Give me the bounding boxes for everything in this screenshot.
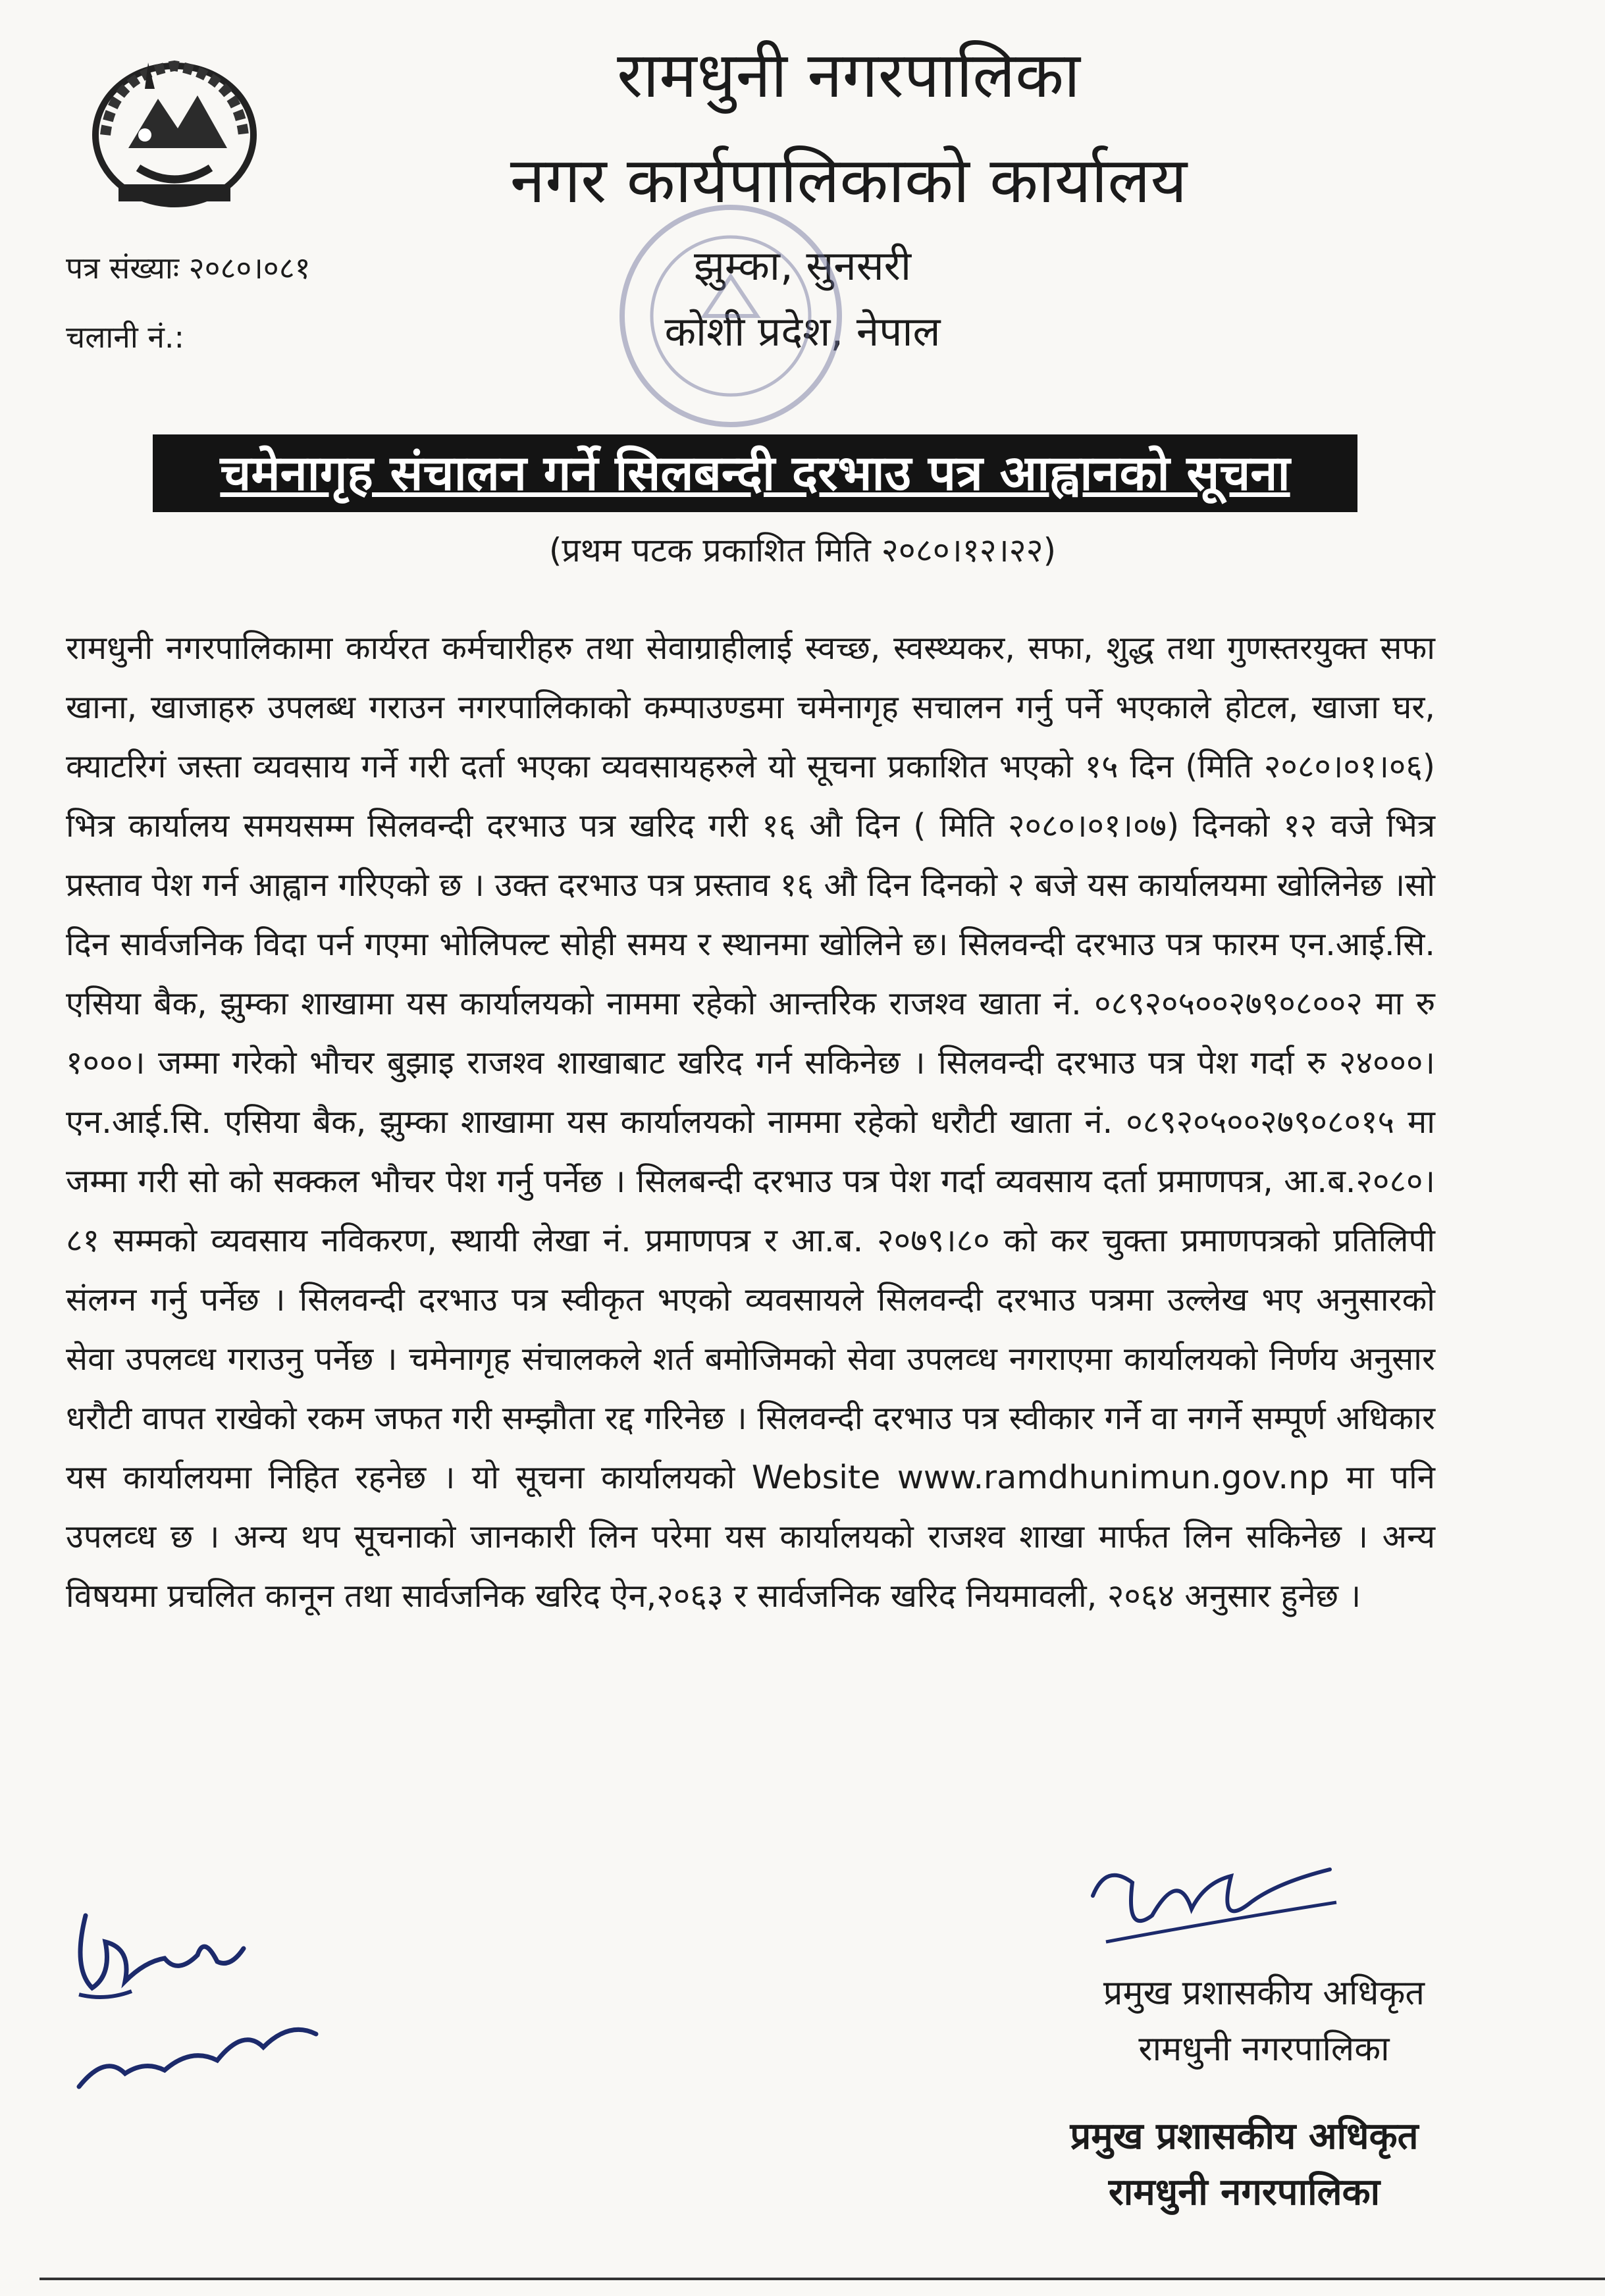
signatory-office: रामधुनी नगरपालिका [1138,2029,1390,2069]
address-line-1: झुम्का, सुनसरी [693,242,912,290]
seal-office: रामधुनी नगरपालिका [1108,2170,1381,2214]
office-title: नगर कार्यपालिकाको कार्यालय [510,144,1188,217]
notice-heading: चमेनागृह संचालन गर्ने सिलबन्दी दरभाउ पत्र आह्वानको सूचना [153,434,1357,512]
address-line-2: कोशी प्रदेश, नेपाल [664,307,941,355]
office-stamp-icon [612,197,849,434]
letter-number: पत्र संख्याः २०८०।०८१ [66,250,311,286]
handwritten-signature-left [66,1896,342,2106]
notice-body: रामधुनी नगरपालिकामा कार्यरत कर्मचारीहरु तथा सेवाग्राहीलाई स्वच्छ, स्वस्थ्यकर, सफा, शुद्ध तथा गुणस्तरयुक्त सफा खाना, खाजाहरु उपलब्ध गराउन नगरपालिकाको कम्पाउण्डमा चमेनागृह सचालन गर्नु पर्ने भएकाले होटल, खाजा घर, क्याटरिगं जस्ता व्यवसाय गर्ने गरी दर्ता भएका व्यवसायहरुले यो सूचना प्रकाशित भएको १५ दिन (मिति २०८०।०१।०६) भित्र कार्यालय समयसम्म सिलवन्दी दरभाउ पत्र खरिद गरी १६ औ दिन ( मिति २०८०।०१।०७) दिनको १२ वजे भित्र प्रस्ताव पेश गर्न आह्वान गरिएको छ । उक्त दरभाउ पत्र प्रस्ताव १६ औ दिन दिनको २ बजे यस कार्यालयमा खोलिनेछ ।सो दिन सार्वजनिक विदा पर्न गएमा भोलिपल्ट सोही समय र स्थानमा खोलिने छ। सिलवन्दी दरभाउ पत्र फारम एन.आई.सि. एसिया बैक, झुम्का शाखामा यस कार्यालयको नाममा रहेको आन्तरिक राजश्व खाता नं. ०८९२०५००२७९०८००२ मा रु १०००। जम्मा गरेको भौचर बुझाइ राजश्व शाखाबाट खरिद गर्न सकिनेछ । सिलवन्दी दरभाउ पत्र पेश गर्दा रु २४०००। एन.आई.सि. एसिया बैक, झुम्का शाखामा यस कार्यालयको नाममा रहेको धरौटी खाता नं. ०८९२०५००२७९०८०१५ मा जम्मा गरी सो को सक्कल भौचर पेश गर्नु पर्नेछ । सिलबन्दी दरभाउ पत्र पेश गर्दा व्यवसाय दर्ता प्रमाणपत्र, आ.ब.२०८०।८१ सम्मको व्यवसाय नविकरण, स्थायी लेखा नं. प्रमाणपत्र र आ.ब. २०७९।८० को कर चुक्ता प्रमाणपत्रको प्रतिलिपी संलग्न गर्नु पर्नेछ । सिलवन्दी दरभाउ पत्र स्वीकृत भएको व्यवसायले सिलवन्दी दरभाउ पत्रमा उल्लेख भए अनुसारको सेवा उपलव्ध गराउनु पर्नेछ । चमेनागृह संचालकले शर्त बमोजिमको सेवा उपलव्ध नगराएमा कार्यालयको निर्णय अनुसार धरौटी वापत राखेको रकम जफत गरी सम्झौता रद्द गरिनेछ । सिलवन्दी दरभाउ पत्र स्वीकार गर्ने वा नगर्ने सम्पूर्ण अधिकार यस कार्यालयमा निहित रहनेछ । यो सूचना कार्यालयको Website www.ramdhunimun.gov.np मा पनि उपलव्ध छ । अन्य थप सूचनाको जानकारी लिन परेमा यस कार्यालयको राजश्व शाखा मार्फत लिन सकिनेछ । अन्य विषयमा प्रचलित कानून तथा सार्वजनिक खरिद ऐन,२०६३ र सार्वजनिक खरिद नियमावली, २०६४ अनुसार हुनेछ । [66,629,1435,1615]
handwritten-signature-right [1080,1856,1343,1975]
municipality-title: रामधुनी नगरपालिका [617,38,1080,112]
dispatch-number: चलानी नं.: [66,319,185,355]
seal-designation: प्रमुख प्रशासकीय अधिकृत [1070,2114,1419,2158]
signatory-designation: प्रमुख प्रशासकीय अधिकृत [1103,1973,1425,2013]
publication-date: (प्रथम पटक प्रकाशित मिति २०८०।१२।२२) [548,531,1057,569]
page-bottom-rule [39,2278,1605,2280]
